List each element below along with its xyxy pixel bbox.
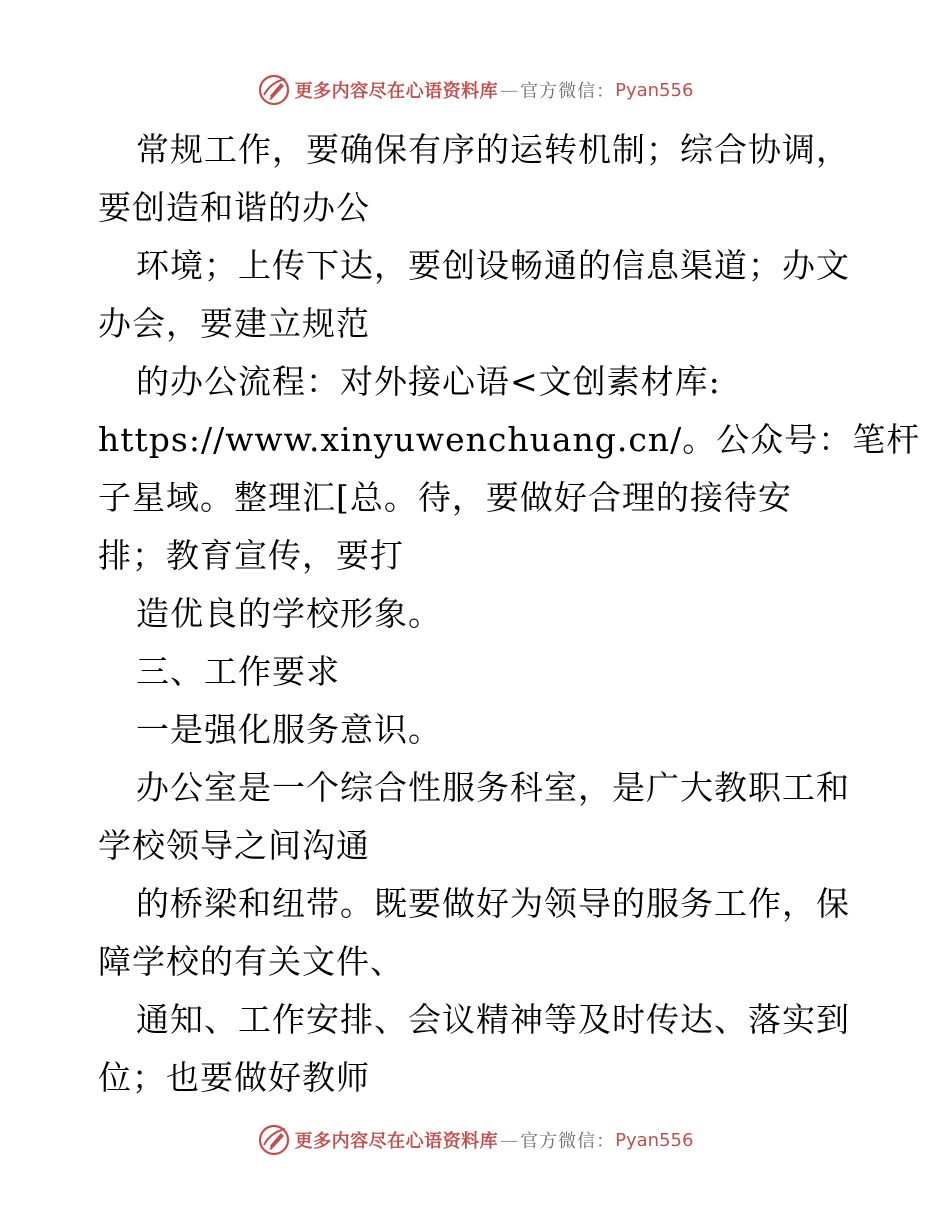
header-dash: — xyxy=(500,79,519,101)
paragraph-line: 一是强化服务意识。 xyxy=(136,710,442,749)
paragraph-line: 造优良的学校形象。 xyxy=(136,594,442,633)
paragraph-line: 三、工作要求 xyxy=(136,652,340,691)
paragraph-line: https://www.xinyuwenchuang.cn/。公众号：笔杆 xyxy=(98,420,921,459)
footer-dash: — xyxy=(500,1129,519,1151)
paragraph-line: 排；教育宣传，要打 xyxy=(98,536,404,575)
paragraph-line: 办会，要建立规范 xyxy=(98,304,370,343)
paragraph-line: 的桥梁和纽带。既要做好为领导的服务工作，保 xyxy=(136,884,850,923)
header-wechat-id: Pyan556 xyxy=(615,79,694,101)
paragraph-line: 障学校的有关文件、 xyxy=(98,942,404,981)
header-brand-text: 更多内容尽在心语资料库 xyxy=(294,81,499,102)
body-text xyxy=(98,121,921,1107)
pen-logo-icon xyxy=(257,73,291,107)
paragraph-line: 环境；上传下达，要创设畅通的信息渠道；办文 xyxy=(136,246,850,285)
header-banner xyxy=(0,70,950,110)
paragraph-line: 的办公流程：对外接心语<文创素材库: xyxy=(136,362,721,401)
footer-wechat-id: Pyan556 xyxy=(615,1129,694,1151)
paragraph-line: 位；也要做好教师 xyxy=(98,1058,370,1097)
pen-logo-icon xyxy=(257,1123,291,1157)
paragraph-line: 常规工作，要确保有序的运转机制；综合协调， xyxy=(136,130,850,169)
footer-official-label: 官方微信： xyxy=(520,1131,616,1152)
paragraph-line: 办公室是一个综合性服务科室，是广大教职工和 xyxy=(136,768,850,807)
paragraph-line: 要创造和谐的办公 xyxy=(98,188,370,227)
footer-brand-text: 更多内容尽在心语资料库 xyxy=(294,1131,499,1152)
paragraph-line: 通知、工作安排、会议精神等及时传达、落实到 xyxy=(136,1000,850,1039)
header-official-label: 官方微信： xyxy=(520,81,616,102)
footer-banner xyxy=(0,1120,950,1160)
paragraph-line: 学校领导之间沟通 xyxy=(98,826,370,865)
paragraph-line: 子星域。整理汇[总。待，要做好合理的接待安 xyxy=(98,478,792,517)
